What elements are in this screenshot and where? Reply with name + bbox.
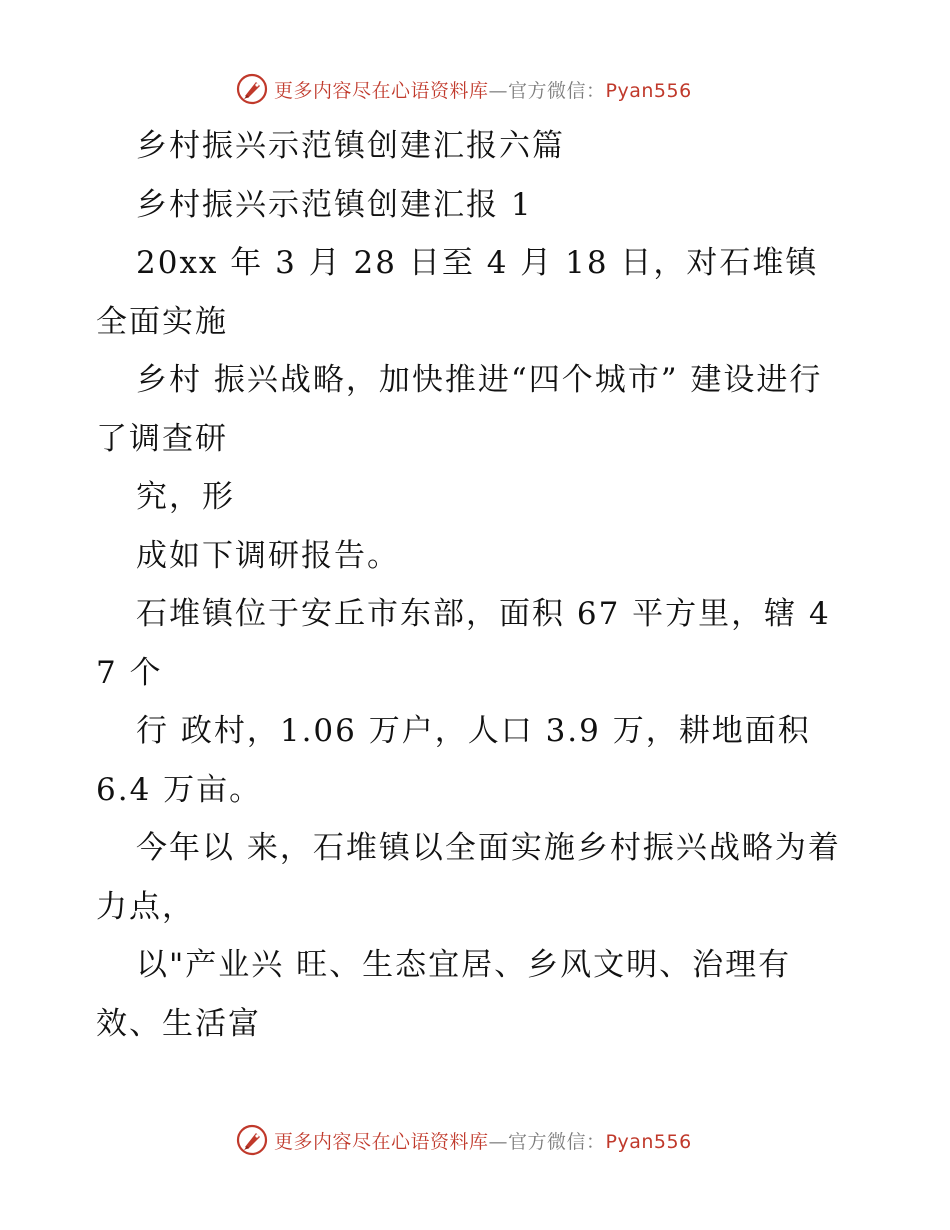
paragraph: 20xx 年 3 月 28 日至 4 月 18 日，对石堆镇全面实施 (96, 245, 819, 340)
watermark-main-text: 更多内容尽在心语资料库 (274, 79, 489, 102)
document-subtitle: 乡村振兴示范镇创建汇报 1 (136, 186, 533, 223)
watermark-label: 官方微信： (508, 79, 606, 102)
watermark-text (274, 1127, 692, 1154)
paragraph: 今年以 来，石堆镇以全面实施乡村振兴战略为着力点， (96, 830, 841, 925)
pen-nib-logo-icon (236, 1124, 268, 1156)
document-body (96, 117, 846, 1053)
document-title: 乡村振兴示范镇创建汇报六篇 (136, 128, 565, 164)
paragraph: 究，形 (136, 479, 235, 515)
watermark-text (274, 76, 692, 103)
watermark-dash: — (488, 1130, 509, 1153)
watermark-wechat-id: Pyan556 (605, 1130, 692, 1153)
footer-watermark (236, 1123, 692, 1157)
watermark-dash: — (488, 79, 509, 102)
header-watermark (236, 72, 692, 106)
paragraph: 成如下调研报告。 (136, 537, 400, 574)
paragraph: 行 政村，1.06 万户，人口 3.9 万，耕地面积 6.4 万亩。 (96, 713, 823, 808)
watermark-label: 官方微信： (508, 1130, 606, 1153)
paragraph: 石堆镇位于安丘市东部，面积 67 平方里，辖 47 个 (96, 596, 831, 691)
paragraph: 乡村 振兴战略，加快推进“四个城市” 建设进行了调查研 (96, 362, 823, 457)
watermark-wechat-id: Pyan556 (605, 79, 692, 102)
watermark-main-text: 更多内容尽在心语资料库 (274, 1130, 489, 1153)
pen-nib-logo-icon (236, 73, 268, 105)
paragraph: 以"产业兴 旺、生态宜居、乡风文明、治理有效、生活富 (96, 947, 792, 1042)
